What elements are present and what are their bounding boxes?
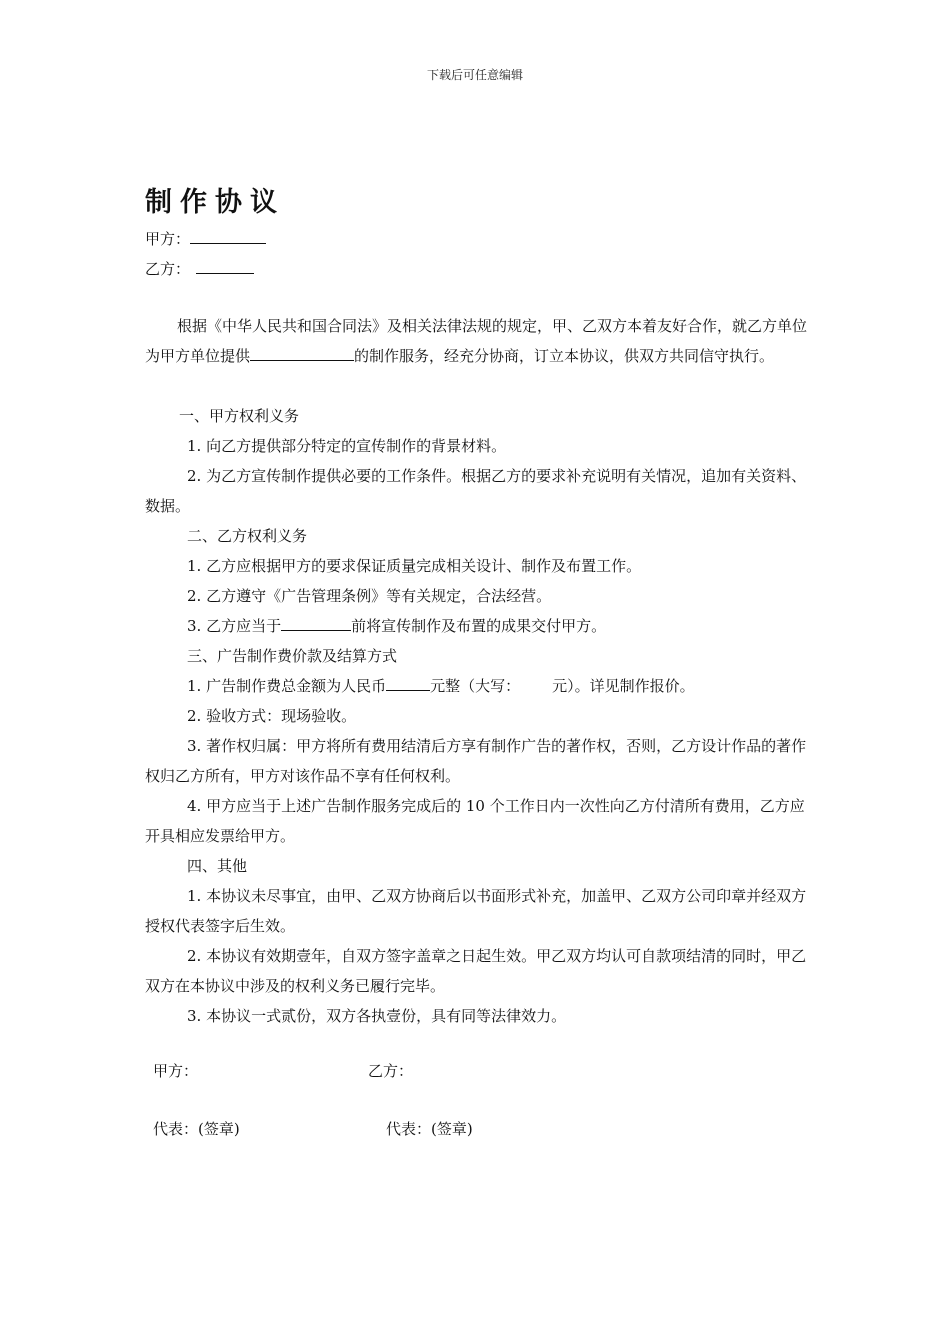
document-title: 制作协议 xyxy=(145,187,285,218)
section4-item2: 2. 本协议有效期壹年，自双方签字盖章之日起生效。甲乙双方均认可自款项结清的同时，甲乙双方在本协议中涉及的权利义务已履行完毕。 xyxy=(145,947,807,995)
party-b-label: 乙方： xyxy=(145,260,191,278)
section4-item1: 1. 本协议未尽事宜，由甲、乙双方协商后以书面形式补充，加盖甲、乙双方公司印章并经双方授权代表签字后生效。 xyxy=(145,887,807,935)
section1-heading: 一、甲方权利义务 xyxy=(179,407,300,425)
amount-blank xyxy=(386,676,430,691)
signature-party-b: 乙方： xyxy=(368,1062,414,1080)
party-b-blank xyxy=(196,259,254,274)
delivery-date-blank xyxy=(281,616,351,631)
party-b-line xyxy=(145,258,254,279)
section4-item3: 3. 本协议一式贰份，双方各执壹份，具有同等法律效力。 xyxy=(187,1007,567,1025)
section3-heading: 三、广告制作费价款及结算方式 xyxy=(187,647,398,665)
party-a-blank xyxy=(190,229,266,244)
signature-rep-a: 代表：(签章) xyxy=(153,1120,240,1138)
section3-item1-text-b: 元整（大写： xyxy=(430,677,521,695)
section2-item3 xyxy=(145,611,852,641)
section3-item3: 3. 著作权归属：甲方将所有费用结清后方享有制作广告的著作权，否则，乙方设计作品的著作权归乙方所有，甲方对该作品不享有任何权利。 xyxy=(145,737,807,785)
intro-text-1: 根据《中华人民共和国合同法》及相关法律法规的规定，甲、乙双方本着友好合作，就乙方单位为甲方单位提供 xyxy=(145,317,808,365)
section3-item2: 2. 验收方式：现场验收。 xyxy=(187,707,357,725)
party-a-line xyxy=(145,228,266,249)
section3-item4: 4. 甲方应当于上述广告制作服务完成后的 10 个工作日内一次性向乙方付清所有费用，乙方应开具相应发票给甲方。 xyxy=(145,797,805,845)
intro-text-2: 的制作服务，经充分协商，订立本协议，供双方共同信守执行。 xyxy=(354,347,775,365)
page-header: 下载后可任意编辑 xyxy=(426,68,523,82)
party-a-label: 甲方： xyxy=(145,230,191,248)
section2-heading: 二、乙方权利义务 xyxy=(187,527,308,545)
section2-item3-text-b: 前将宣传制作及布置的成果交付甲方。 xyxy=(351,617,607,635)
section3-item1-text-c: 元）。详见制作报价。 xyxy=(552,677,695,695)
signature-rep-b: 代表：(签章) xyxy=(386,1120,473,1138)
section4-heading: 四、其他 xyxy=(187,857,248,875)
section2-item1: 1. 乙方应根据甲方的要求保证质量完成相关设计、制作及布置工作。 xyxy=(187,557,642,575)
intro-paragraph xyxy=(145,311,810,371)
section1-item1: 1. 向乙方提供部分特定的宣传制作的背景材料。 xyxy=(187,437,507,455)
service-blank xyxy=(250,346,354,361)
section3-item1 xyxy=(145,671,852,701)
section2-item2: 2. 乙方遵守《广告管理条例》等有关规定，合法经营。 xyxy=(187,587,552,605)
signature-party-a: 甲方： xyxy=(153,1062,199,1080)
section2-item3-text-a: 3. 乙方应当于 xyxy=(187,617,282,635)
section1-item2: 2. 为乙方宣传制作提供必要的工作条件。根据乙方的要求补充说明有关情况，追加有关资料、数据。 xyxy=(145,467,807,515)
section3-item1-text-a: 1. 广告制作费总金额为人民币 xyxy=(187,677,387,695)
